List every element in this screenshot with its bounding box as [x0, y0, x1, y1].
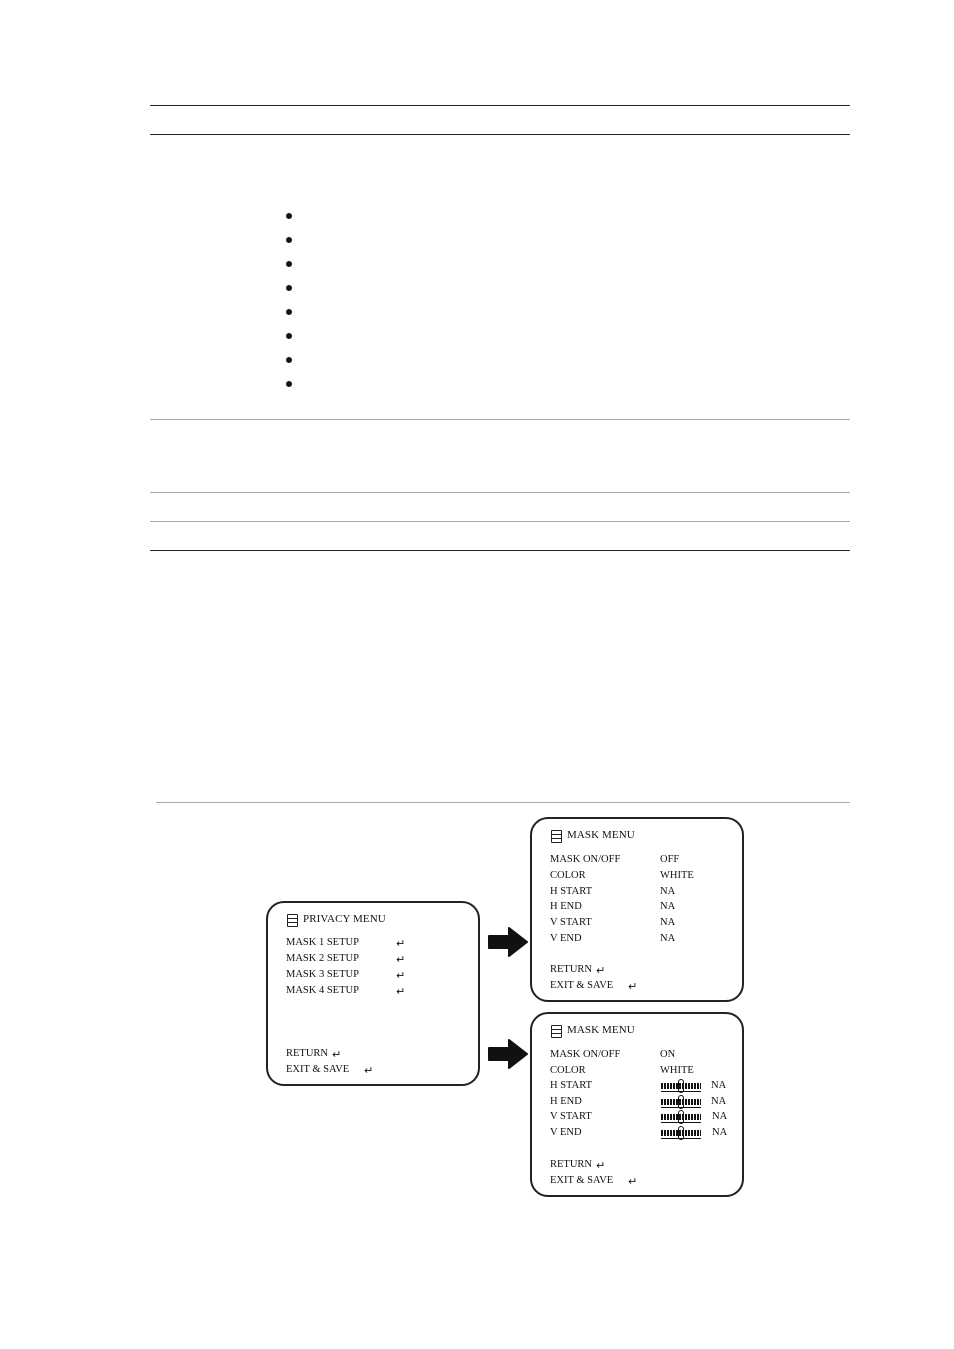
enter-icon: ↵: [396, 937, 406, 950]
menu-icon: [551, 1025, 562, 1037]
color-value[interactable]: WHITE: [660, 1065, 694, 1076]
v-end-label[interactable]: V END: [550, 1127, 582, 1138]
mask-menu-title: MASK MENU: [567, 829, 635, 841]
bullet-marker: [286, 381, 292, 387]
menu-item-exit-save[interactable]: EXIT & SAVE: [286, 1064, 350, 1075]
enter-icon: ↵: [628, 1175, 638, 1188]
mask-on-off-value[interactable]: ON: [660, 1049, 676, 1060]
arrow-right-icon: [487, 926, 529, 958]
v-start-slider[interactable]: [661, 1113, 701, 1123]
v-start-value: NA: [712, 1111, 728, 1122]
privacy-menu-title: PRIVACY MENU: [303, 913, 386, 925]
section-divider-4: [150, 550, 850, 551]
h-end-value: NA: [660, 901, 676, 912]
menu-item-return[interactable]: RETURN: [286, 1048, 328, 1059]
h-end-label[interactable]: H END: [550, 1096, 582, 1107]
h-start-label[interactable]: H START: [550, 1080, 592, 1091]
h-end-value: NA: [711, 1096, 727, 1107]
menu-item-return[interactable]: RETURN: [550, 964, 592, 975]
enter-icon: ↵: [596, 1159, 606, 1172]
mask-on-off-value[interactable]: OFF: [660, 854, 680, 865]
mask-on-off-label[interactable]: MASK ON/OFF: [550, 854, 621, 865]
h-end-label[interactable]: H END: [550, 901, 582, 912]
menu-icon: [551, 830, 562, 842]
v-end-value: NA: [712, 1127, 728, 1138]
color-label[interactable]: COLOR: [550, 870, 586, 881]
h-end-slider[interactable]: [661, 1098, 701, 1108]
h-start-label[interactable]: H START: [550, 886, 592, 897]
header-rule-top: [150, 105, 850, 106]
mask-on-off-label[interactable]: MASK ON/OFF: [550, 1049, 621, 1060]
section-divider-3: [150, 521, 850, 522]
mask-menu-off-screen: [530, 817, 744, 1002]
menu-item-return[interactable]: RETURN: [550, 1159, 592, 1170]
bullet-marker: [286, 261, 292, 267]
bullet-marker: [286, 309, 292, 315]
header-rule-bottom: [150, 134, 850, 135]
bullet-marker: [286, 237, 292, 243]
bullet-marker: [286, 285, 292, 291]
v-start-value: NA: [660, 917, 676, 928]
v-start-label[interactable]: V START: [550, 1111, 592, 1122]
enter-icon: ↵: [596, 964, 606, 977]
enter-icon: ↵: [396, 969, 406, 982]
enter-icon: ↵: [332, 1048, 342, 1061]
mask-menu-title: MASK MENU: [567, 1024, 635, 1036]
menu-item-mask-1-setup[interactable]: MASK 1 SETUP: [286, 937, 359, 948]
v-end-label[interactable]: V END: [550, 933, 582, 944]
bullet-marker: [286, 213, 292, 219]
menu-item-mask-2-setup[interactable]: MASK 2 SETUP: [286, 953, 359, 964]
arrow-right-icon: [487, 1038, 529, 1070]
mask-menu-on-screen: [530, 1012, 744, 1197]
section-divider-1: [150, 419, 850, 420]
h-start-value: NA: [660, 886, 676, 897]
enter-icon: ↵: [628, 980, 638, 993]
menu-item-exit-save[interactable]: EXIT & SAVE: [550, 1175, 614, 1186]
bullet-marker: [286, 357, 292, 363]
v-end-slider[interactable]: [661, 1129, 701, 1139]
v-start-label[interactable]: V START: [550, 917, 592, 928]
enter-icon: ↵: [364, 1064, 374, 1077]
color-value[interactable]: WHITE: [660, 870, 694, 881]
figure-rule: [156, 802, 850, 803]
enter-icon: ↵: [396, 985, 406, 998]
h-start-value: NA: [711, 1080, 727, 1091]
v-end-value: NA: [660, 933, 676, 944]
color-label[interactable]: COLOR: [550, 1065, 586, 1076]
h-start-slider[interactable]: [661, 1082, 701, 1092]
menu-icon: [287, 914, 298, 926]
privacy-menu-screen: [266, 901, 480, 1086]
enter-icon: ↵: [396, 953, 406, 966]
menu-item-mask-3-setup[interactable]: MASK 3 SETUP: [286, 969, 359, 980]
section-divider-2: [150, 492, 850, 493]
bullet-marker: [286, 333, 292, 339]
menu-item-mask-4-setup[interactable]: MASK 4 SETUP: [286, 985, 359, 996]
menu-item-exit-save[interactable]: EXIT & SAVE: [550, 980, 614, 991]
